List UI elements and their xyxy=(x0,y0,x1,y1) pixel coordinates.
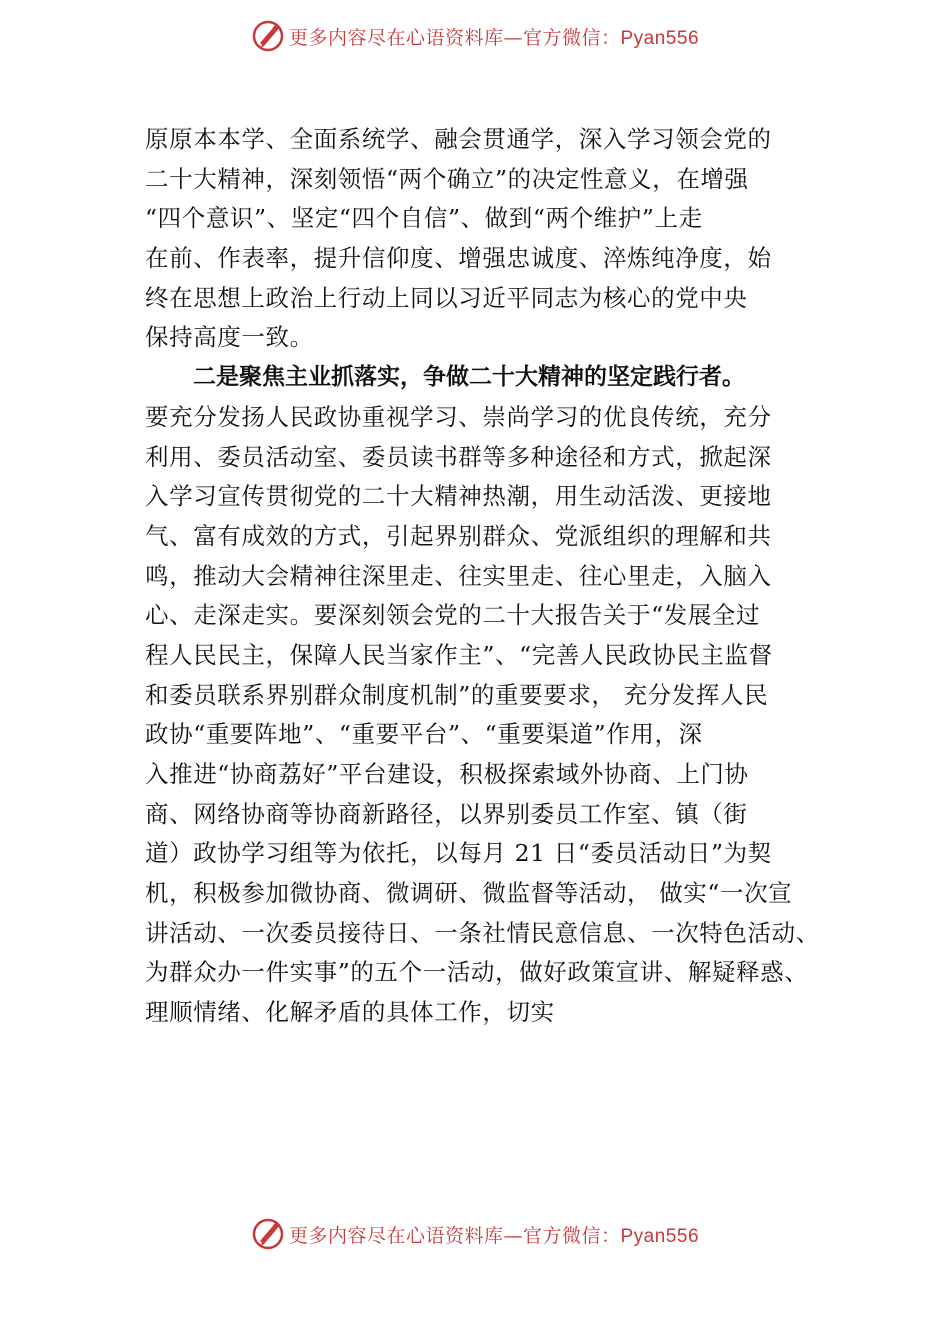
text-line: 理顺情绪、化解矛盾的具体工作，切实 xyxy=(145,998,555,1027)
text-line: 机，积极参加微协商、微调研、微监督等活动， 做实“一次宣 xyxy=(145,879,793,908)
text-line: 入学习宣传贯彻党的二十大精神热潮，用生动活泼、更接地 xyxy=(145,482,772,511)
footer-banner xyxy=(0,1214,950,1254)
paragraph-2 xyxy=(145,358,835,1033)
wechat-id: Pyan556 xyxy=(620,1225,700,1247)
paragraph-1 xyxy=(145,120,835,358)
wechat-id: Pyan556 xyxy=(620,27,700,49)
section-heading: 二是聚焦主业抓落实，争做二十大精神的坚定践行者。 xyxy=(193,364,745,391)
logo-icon xyxy=(251,19,285,53)
text-line: 为群众办一件实事”的五个一活动，做好政策宣讲、解疑释惑、 xyxy=(145,958,809,987)
text-line: 在前、作表率，提升信仰度、增强忠诚度、淬炼纯净度，始 xyxy=(145,244,772,273)
text-line: 和委员联系界别群众制度机制”的重要要求， 充分发挥人民 xyxy=(145,680,769,709)
footer-banner-text: 更多内容尽在心语资料库—官方微信：Pyan556 xyxy=(288,1224,700,1247)
text-line: 要充分发扬人民政协重视学习、崇尚学习的优良传统，充分 xyxy=(145,402,772,431)
text-line: 气、富有成效的方式，引起界别群众、党派组织的理解和共 xyxy=(145,521,772,550)
text-line: 原原本本学、全面系统学、融会贯通学，深入学习领会党的 xyxy=(145,125,772,153)
text-line: 利用、委员活动室、委员读书群等多种途径和方式，掀起深 xyxy=(145,442,772,471)
logo-icon xyxy=(251,1217,285,1251)
document-body xyxy=(145,120,835,1033)
text-line: 道）政协学习组等为依托，以每月 21 日“委员活动日”为契 xyxy=(145,839,772,868)
text-line: 讲活动、一次委员接待日、一条社情民意信息、一次特色活动、 xyxy=(145,918,820,947)
text-line: 终在思想上政治上行动上同以习近平同志为核心的党中央 xyxy=(145,283,748,312)
header-banner-text: 更多内容尽在心语资料库—官方微信：Pyan556 xyxy=(288,26,700,49)
header-banner xyxy=(0,16,950,56)
text-line: 二十大精神，深刻领悟“两个确立”的决定性意义，在增强 xyxy=(145,164,749,193)
text-line: 保持高度一致。 xyxy=(145,323,314,352)
text-line: 入推进“协商荔好”平台建设，积极探索域外协商、上门协 xyxy=(145,760,749,788)
text-line: “四个意识”、坚定“四个自信”、做到“两个维护”上走 xyxy=(145,204,703,233)
text-line: 程人民民主，保障人民当家作主”、“完善人民政协民主监督 xyxy=(145,640,773,669)
text-line: 商、网络协商等协商新路径，以界别委员工作室、镇（街 xyxy=(145,799,748,828)
text-line: 政协“重要阵地”、“重要平台”、“重要渠道”作用，深 xyxy=(145,720,703,749)
text-line: 鸣，推动大会精神往深里走、往实里走、往心里走，入脑入 xyxy=(145,561,772,590)
text-line: 心、走深走实。要深刻领会党的二十大报告关于“发展全过 xyxy=(145,601,761,630)
